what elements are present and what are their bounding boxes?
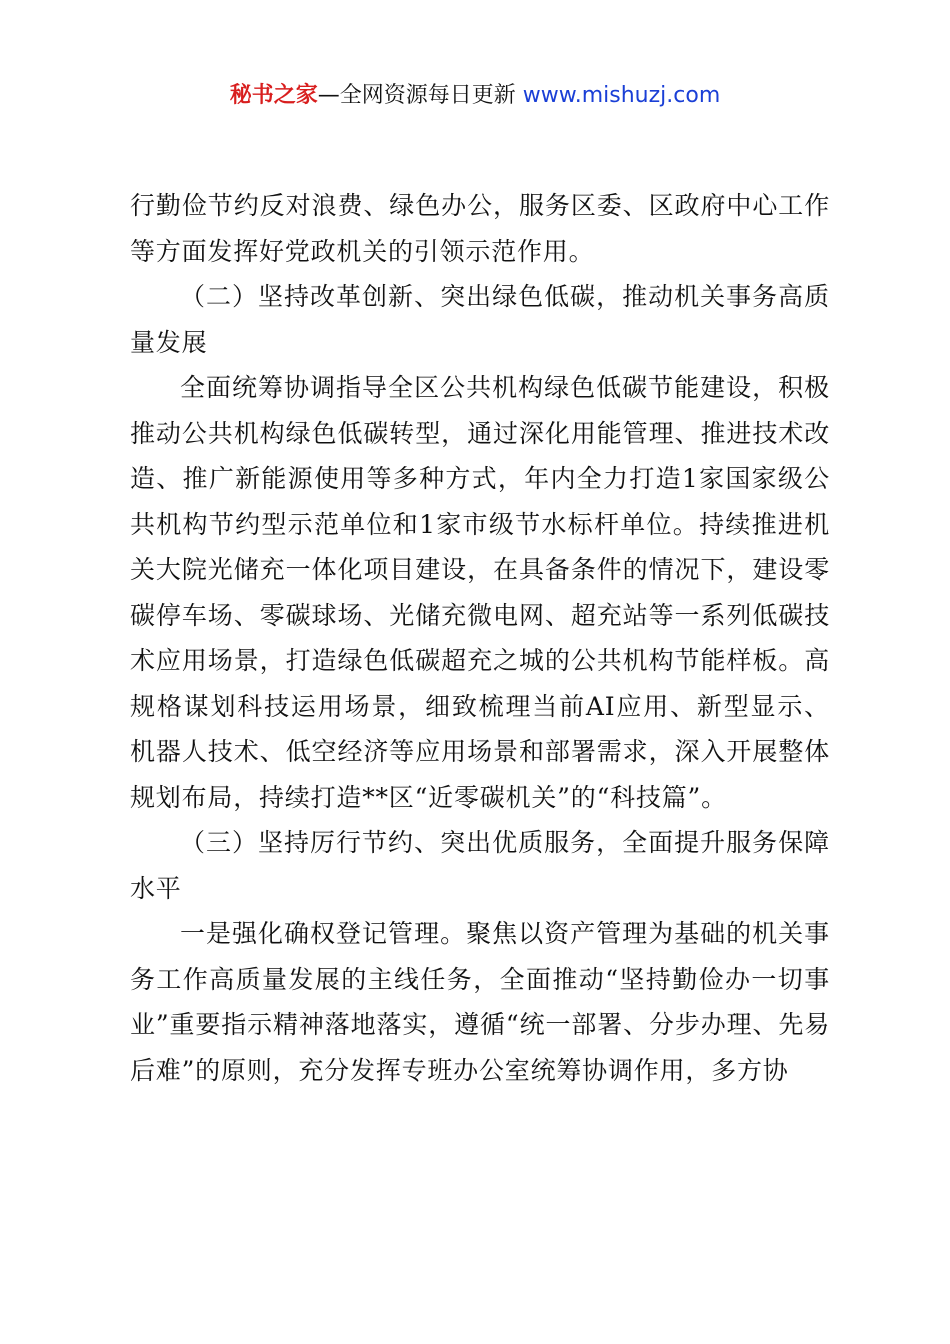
body-paragraph-asset-registration: 一是强化确权登记管理。聚焦以资产管理为基础的机关事务工作高质量发展的主线任务，全面推动“坚持勤俭办一切事业”重要指示精神落地落实，遵循“统一部署、分步办理、先易后难”的原则，充分发挥专班办公室统筹协调作用，多方协: [130, 919, 830, 1085]
site-header: [0, 80, 950, 112]
site-brand: 秘书之家: [229, 83, 318, 108]
document-body: [130, 183, 830, 1093]
body-paragraph-green-low-carbon: 全面统筹协调指导全区公共机构绿色低碳节能建设，积极推动公共机构绿色低碳转型，通过深化用能管理、推进技术改造、推广新能源使用等多种方式，年内全力打造1家国家级公共机构节约型示范单位和1家市级节水标杆单位。持续推进机关大院光储充一体化项目建设，在具备条件的情况下，建设零碳停车场、零碳球场、光储充微电网、超充站等一系列低碳技术应用场景，打造绿色低碳超充之城的公共机构节能样板。高规格谋划科技运用场景，细致梳理当前AI应用、新型显示、机器人技术、低空经济等应用场景和部署需求，深入开展整体规划布局，持续打造**区“近零碳机关”的“科技篇”。: [130, 373, 830, 812]
section-heading-3: （三）坚持厉行节约、突出优质服务，全面提升服务保障水平: [130, 828, 830, 903]
site-url-link[interactable]: www.mishuzj.com: [522, 83, 721, 108]
site-tagline: —全网资源每日更新: [317, 83, 516, 108]
body-paragraph-continued: 行勤俭节约反对浪费、绿色办公，服务区委、区政府中心工作等方面发挥好党政机关的引领示范作用。: [130, 191, 830, 266]
section-heading-2: （二）坚持改革创新、突出绿色低碳，推动机关事务高质量发展: [130, 282, 830, 357]
